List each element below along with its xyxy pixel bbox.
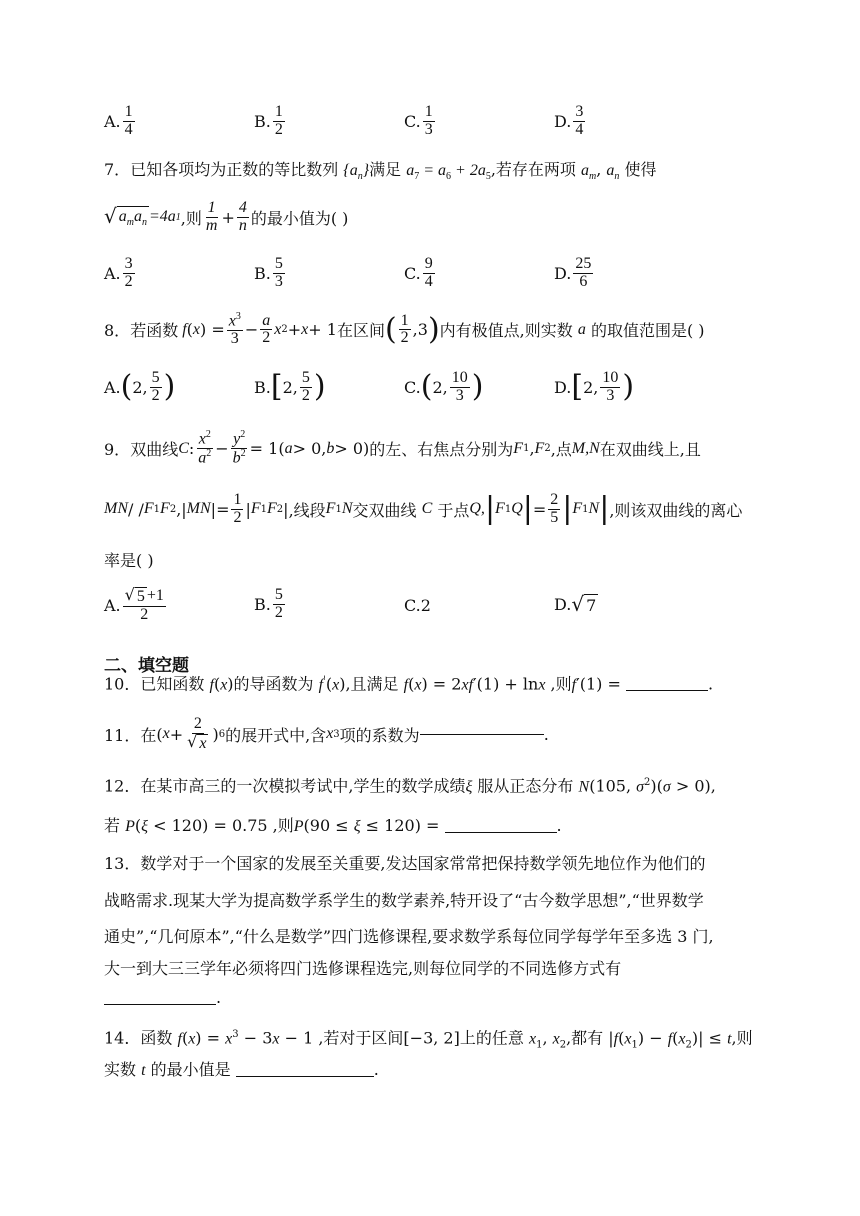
q9-option-d: D. √ 7 xyxy=(554,592,597,616)
q13-answer-blank[interactable] xyxy=(104,1004,216,1005)
q7-option-d: D. $\frac{25}{6}$ xyxy=(554,255,592,290)
q12-answer-blank[interactable] xyxy=(445,832,557,833)
q7-line1: 7．已知各项均为正数的等比数列 $\{a_n\}$满足 $a_7 = a_6 + 2a_5$,若存在两项 $a_m$, $a_n$ 使得 xyxy=(104,160,657,183)
q8-line: 8． 若函数 f ( x ) = $\frac{x^3}{3}$ − $\frac{a}{2}$ x 2 + x + 1 在区间 ( $\frac{1}{2}$ ,3 ) 内有极值点,则实数 a 的取值范围是( ) xyxy=(104,311,705,348)
q12-line2: 若 P(ξ < 120) = 0.75 ,则P(90 ≤ ξ ≤ 120) = . xyxy=(104,816,562,835)
q6-option-a: A. $\frac{1}{4}$ xyxy=(104,103,133,138)
q14-line2: 实数 t 的最小值是 . xyxy=(104,1060,379,1079)
q13-line3: 通史”,“几何原本”,“什么是数学”四门选修课程,要求数学系每位同学每学年至多选 3 门, xyxy=(104,927,714,946)
q13-line2: 战略需求.现某大学为提高数学系学生的数学素养,特开设了“古今数学思想”,“世界数学 xyxy=(104,891,704,910)
q6-option-c: C. $\frac{1}{3}$ xyxy=(404,103,433,138)
q11-answer-blank[interactable] xyxy=(420,734,544,735)
q9-line2: MN / / F 1 F 2 , | MN | = $\frac{1}{2}$ | F 1 F 2 | ,线段 F 1 N 交双曲线 C 于点 Q, | F 1 Q | = $\frac{2}{5}$ | F 1 N | ,则该双曲线的离心 xyxy=(104,491,743,527)
q11-line: 11． 在 ( x + 2 √ x ) 6 的展开式中,含 x 3 项的系数为 . xyxy=(104,715,549,752)
q9-option-b: B. $\frac{5}{2}$ xyxy=(254,586,283,621)
q9-option-a: A. √ 5 +1 2 xyxy=(104,585,164,623)
q13-line5: . xyxy=(104,990,221,1006)
q8-option-a: A. ( 2, $\frac{5}{2}$ ) xyxy=(104,369,176,405)
q13-line4: 大一到大三三学年必须将四门选修课程选完,则每位同学的不同选修方式有 xyxy=(104,959,622,978)
q13-line1: 13．数学对于一个国家的发展至关重要,发达国家常常把保持数学领先地位作为他们的 xyxy=(104,854,706,873)
q10-answer-blank[interactable] xyxy=(626,690,708,691)
q9-option-c: C.2 xyxy=(404,596,431,615)
q9-line3: 率是( ) xyxy=(104,551,154,570)
q7-option-b: B. $\frac{5}{3}$ xyxy=(254,255,283,290)
q6-option-b: B. $\frac{1}{2}$ xyxy=(254,103,283,138)
q7-option-c: C. $\frac{9}{4}$ xyxy=(404,255,433,290)
q14-line1: 14．函数 $f(x) = x^3 - 3x - 1$ ,若对于区间[−3, 2]上的任意 $x_1$, $x_2$,都有 $|f(x_1) - f(x_2)| \le t$,则 xyxy=(104,1028,753,1051)
q7-option-a: A. $\frac{3}{2}$ xyxy=(104,255,133,290)
q8-option-c: C. ( 2, $\frac{10}{3}$ ) xyxy=(404,369,484,405)
q12-line1: 12．在某市高三的一次模拟考试中,学生的数学成绩ξ 服从正态分布 N(105, $\sigma^2)(\sigma > 0)$, xyxy=(104,776,716,796)
q9-line1: 9． 双曲线 C : $\frac{x^2}{a^2}$ − $\frac{y^2}{b^2}$ = 1( a > 0, b > 0) 的左、右焦点分别为 F 1 , F 2 ,点 M,N 在双曲线上,且 xyxy=(104,429,701,467)
q14-answer-blank[interactable] xyxy=(236,1076,374,1077)
section-title-fill-in: 二、填空题 xyxy=(104,656,189,676)
q8-option-b: B. [ 2, $\frac{5}{2}$ ) xyxy=(254,369,326,405)
q8-option-d: D. [ 2, $\frac{10}{3}$ ) xyxy=(554,369,635,405)
q10-line: 10．已知函数 f(x)的导函数为 f'(x),且满足 f(x) = 2xf′(1) + lnx ,则f′(1) = . xyxy=(104,674,714,694)
q6-option-d: D. $\frac{3}{4}$ xyxy=(554,103,584,138)
q7-line2: √ $a_ma_n$ =4a 1 ,则 $\frac{1}{m}$ + $\frac{4}{n}$ 的最小值为( ) xyxy=(104,199,349,234)
